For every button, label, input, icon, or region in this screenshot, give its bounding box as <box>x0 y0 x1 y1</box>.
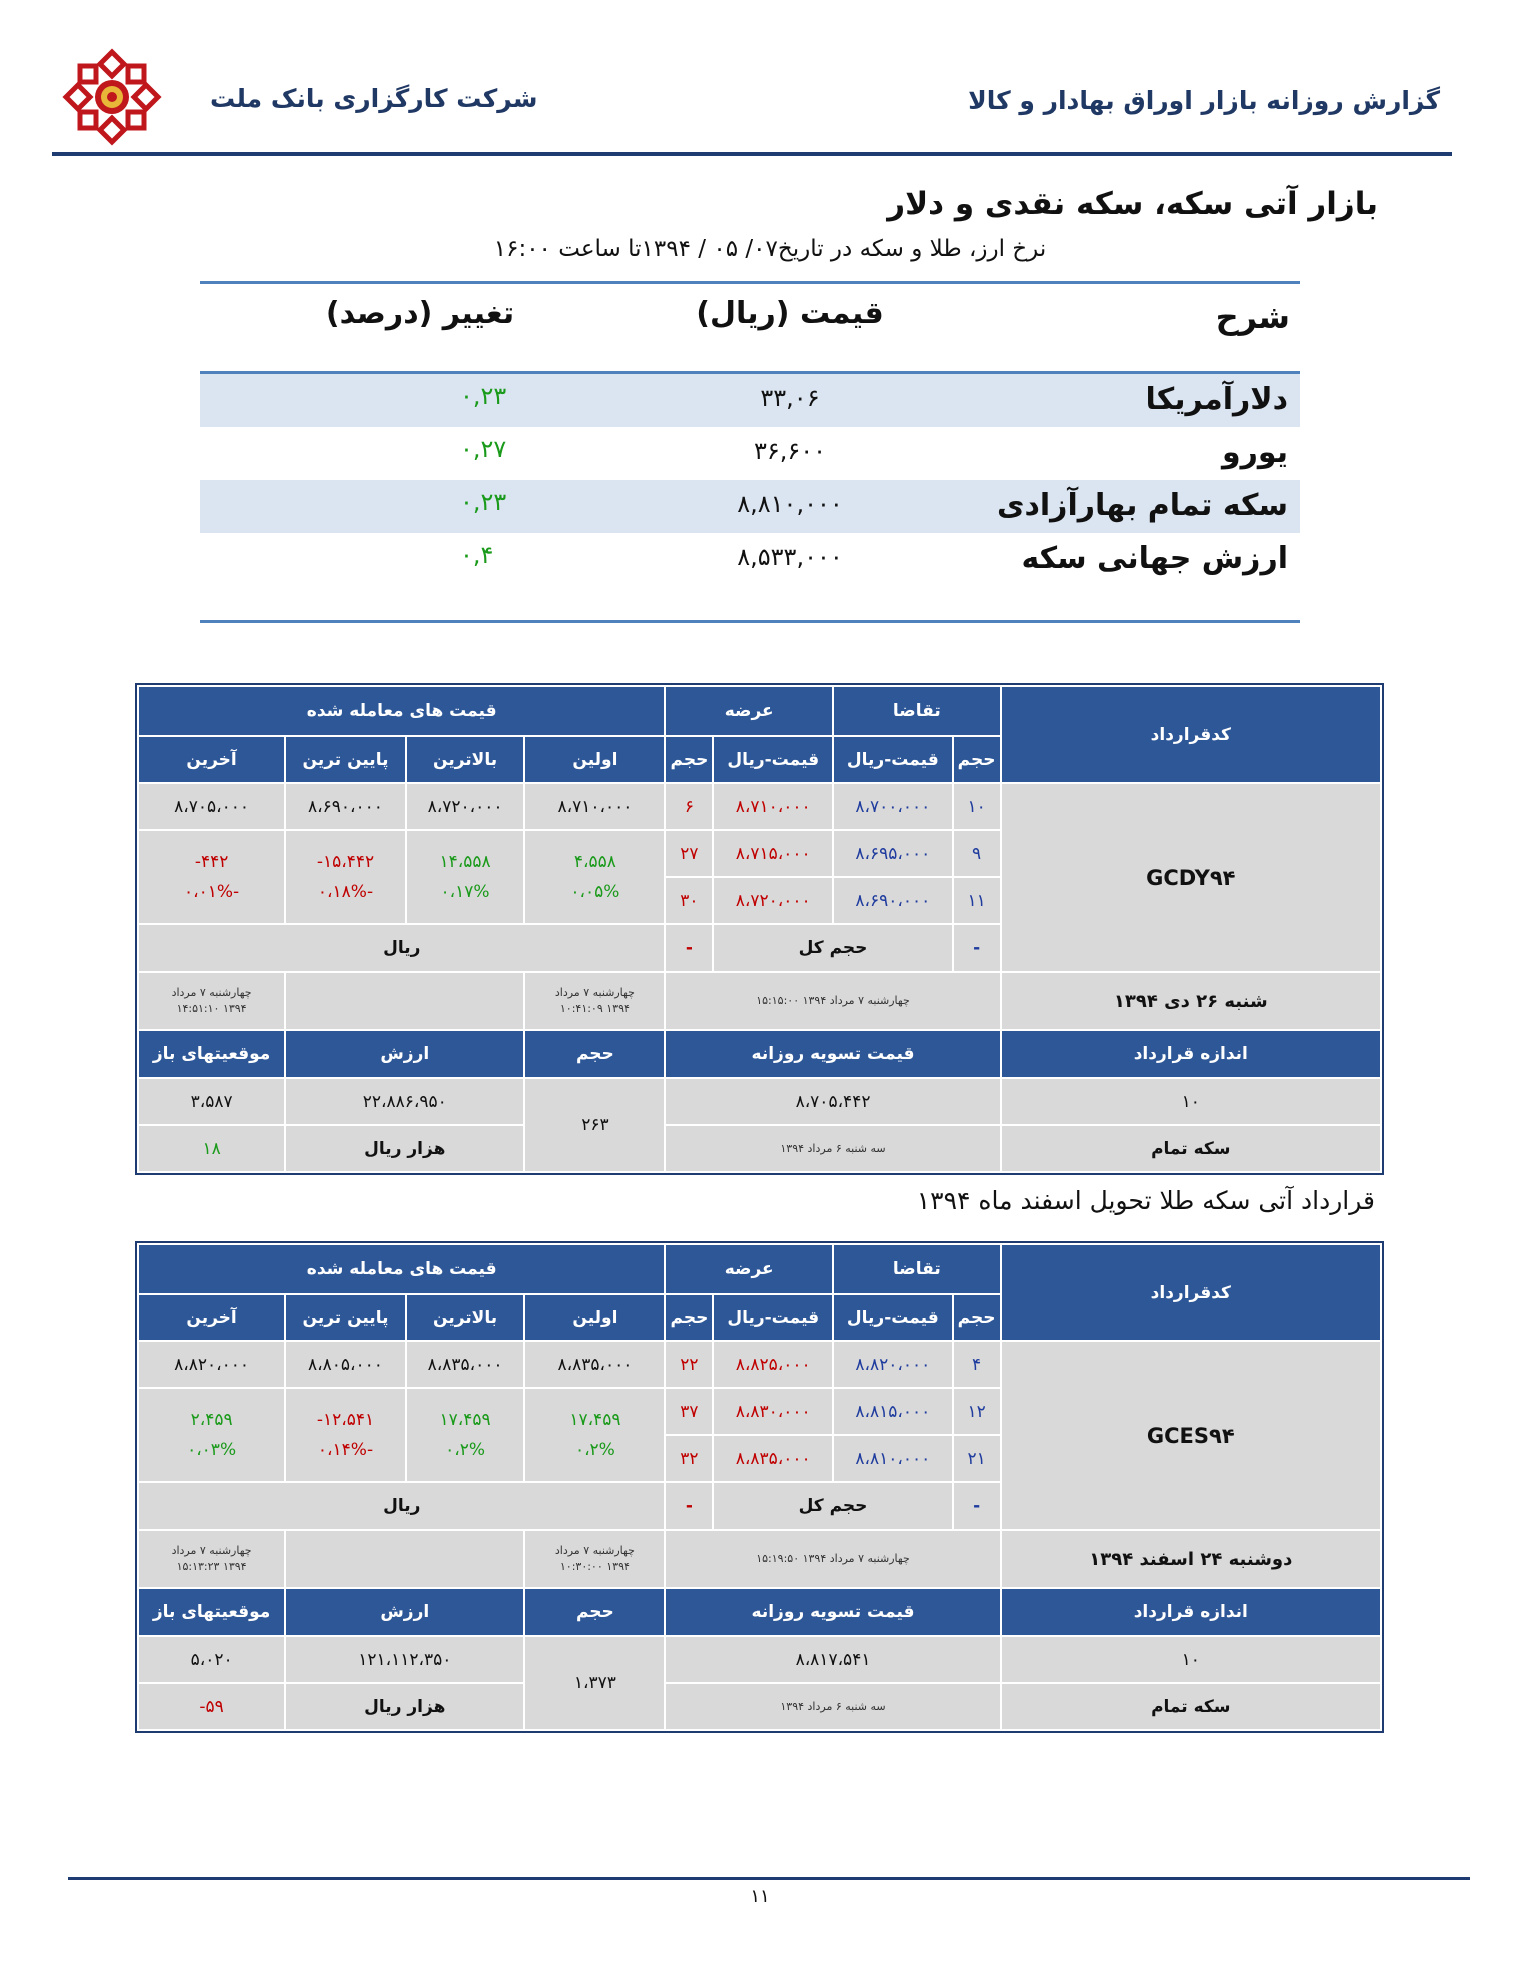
first-trade-day: چهارشنبه ۷ مرداد <box>554 986 635 999</box>
contract-size: ۱۰ <box>1002 1079 1380 1124</box>
bid-header: تقاضا <box>834 1245 1000 1293</box>
open-positions-header: موقعیتهای باز <box>139 1031 284 1077</box>
settlement-price: ۸،۸۱۷،۵۴۱ <box>666 1637 999 1682</box>
last-trade-clock: ۱۴:۵۱:۱۰ ۱۳۹۴ <box>176 1002 247 1015</box>
first-header: اولین <box>525 1295 664 1340</box>
footer-divider <box>68 1877 1470 1880</box>
ask-price-header: قیمت-ریال <box>714 1295 832 1340</box>
ask-volume: ۳۷ <box>666 1389 712 1434</box>
rate-description: ارزش جهانی سکه <box>1021 541 1288 576</box>
lowest-change-cell <box>286 831 405 923</box>
empty-time-cell <box>286 973 523 1029</box>
value-unit: هزار ریال <box>286 1126 523 1171</box>
lowest-change-cell <box>286 1389 405 1481</box>
rates-header-row <box>200 284 1300 371</box>
last-change: -۴۴۲ <box>194 852 229 872</box>
lowest-change: -۱۲،۵۴۱ <box>316 1410 375 1430</box>
bid-price: ۸،۶۹۵،۰۰۰ <box>834 831 952 876</box>
ask-price: ۸،۸۳۵،۰۰۰ <box>714 1436 832 1481</box>
ask-total-dash: - <box>666 1483 712 1529</box>
rates-header-change: تغییر (درصد) <box>325 296 515 331</box>
rial-unit-label: ریال <box>139 1483 664 1529</box>
last-change: ۲،۴۵۹ <box>190 1410 233 1430</box>
rate-price: ۳۳,۰۶ <box>760 384 820 412</box>
value-unit: هزار ریال <box>286 1684 523 1729</box>
bid-volume: ۱۱ <box>954 878 1000 923</box>
settlement-header: قیمت تسویه روزانه <box>666 1589 999 1635</box>
last-trade-day: چهارشنبه ۷ مرداد <box>171 986 252 999</box>
contract-code: GCES۹۴ <box>1002 1342 1380 1529</box>
first-change-cell <box>525 1389 664 1481</box>
rate-change: ۰,۲۷ <box>460 435 507 463</box>
rial-unit-label: ریال <box>139 925 664 971</box>
first-trade-clock: ۱۰:۴۱:۰۹ ۱۳۹۴ <box>559 1002 630 1015</box>
lowest-change-pct: ۰،۱۸%- <box>317 882 374 902</box>
open-positions-change: -۵۹ <box>139 1684 284 1729</box>
contract-size: ۱۰ <box>1002 1637 1380 1682</box>
bid-header: تقاضا <box>834 687 1000 735</box>
ask-price: ۸،۷۲۰،۰۰۰ <box>714 878 832 923</box>
highest-price: ۸،۷۲۰،۰۰۰ <box>407 784 524 829</box>
first-price: ۸،۷۱۰،۰۰۰ <box>525 784 664 829</box>
first-header: اولین <box>525 737 664 782</box>
futures-table-1 <box>135 683 1384 1175</box>
lowest-price: ۸،۸۰۵،۰۰۰ <box>286 1342 405 1387</box>
last-header: آخرین <box>139 737 284 782</box>
first-trade-time-cell <box>525 1531 664 1587</box>
rate-price: ۸,۸۱۰,۰۰۰ <box>737 490 843 518</box>
ask-price: ۸،۸۲۵،۰۰۰ <box>714 1342 832 1387</box>
bid-price-header: قیمت-ریال <box>834 1295 952 1340</box>
highest-price: ۸،۸۳۵،۰۰۰ <box>407 1342 524 1387</box>
bid-volume-header: حجم <box>954 737 1000 782</box>
lowest-change-pct: ۰،۱۴%- <box>317 1440 374 1460</box>
lowest-price: ۸،۶۹۰،۰۰۰ <box>286 784 405 829</box>
bid-volume: ۱۲ <box>954 1389 1000 1434</box>
futures-table-2 <box>135 1241 1384 1733</box>
rates-row <box>200 533 1300 620</box>
first-trade-day: چهارشنبه ۷ مرداد <box>554 1544 635 1557</box>
ask-price: ۸،۷۱۵،۰۰۰ <box>714 831 832 876</box>
rate-change: ۰,۲۳ <box>460 382 507 410</box>
last-price: ۸،۸۲۰،۰۰۰ <box>139 1342 284 1387</box>
ask-volume: ۲۲ <box>666 1342 712 1387</box>
rates-header-price: قیمت (ریال) <box>696 296 884 331</box>
last-trade-day: چهارشنبه ۷ مرداد <box>171 1544 252 1557</box>
first-change-pct: ۰،۰۵% <box>570 882 620 902</box>
contract-code-header: کدقرارداد <box>1002 1245 1380 1340</box>
first-change: ۴،۵۵۸ <box>573 852 616 872</box>
report-title: گزارش روزانه بازار اوراق بهادار و کالا <box>968 86 1440 115</box>
bid-volume: ۴ <box>954 1342 1000 1387</box>
lowest-change: -۱۵،۴۴۲ <box>316 852 375 872</box>
highest-change-cell <box>407 831 524 923</box>
bid-price: ۸،۷۰۰،۰۰۰ <box>834 784 952 829</box>
highest-change: ۱۴،۵۵۸ <box>439 852 491 872</box>
ask-header: عرضه <box>666 687 832 735</box>
lowest-header: پایین ترین <box>286 1295 405 1340</box>
rate-description: دلارآمریکا <box>1145 382 1288 417</box>
contract-code: GCDY۹۴ <box>1002 784 1380 971</box>
contract-size-header: اندازه قرارداد <box>1002 1589 1380 1635</box>
highest-header: بالاترین <box>407 1295 524 1340</box>
bid-ask-time: چهارشنبه ۷ مرداد ۱۳۹۴ ۱۵:۱۹:۵۰ <box>666 1531 999 1587</box>
rate-price: ۳۶,۶۰۰ <box>753 437 827 465</box>
value-header: ارزش <box>286 1589 523 1635</box>
ask-header: عرضه <box>666 1245 832 1293</box>
contract-caption: قرارداد آتی سکه طلا تحویل اسفند ماه ۱۳۹۴ <box>916 1186 1375 1215</box>
highest-change-pct: ۰،۲% <box>445 1440 486 1460</box>
first-trade-clock: ۱۰:۳۰:۰۰ ۱۳۹۴ <box>559 1560 630 1573</box>
contract-unit: سکه تمام <box>1002 1684 1380 1729</box>
section-subtitle: نرخ ارز، طلا و سکه در تاریخ۰۷/ ۰۵ / ۱۳۹۴تا ساعت ۱۶:۰۰ <box>493 236 1047 262</box>
rate-price: ۸,۵۳۳,۰۰۰ <box>737 543 843 571</box>
settlement-price: ۸،۷۰۵،۴۴۲ <box>666 1079 999 1124</box>
bid-volume-header: حجم <box>954 1295 1000 1340</box>
contract-size-header: اندازه قرارداد <box>1002 1031 1380 1077</box>
bid-volume: ۱۰ <box>954 784 1000 829</box>
last-change-cell <box>139 831 284 923</box>
empty-time-cell <box>286 1531 523 1587</box>
open-positions: ۳،۵۸۷ <box>139 1079 284 1124</box>
first-change-cell <box>525 831 664 923</box>
last-change-cell <box>139 1389 284 1481</box>
open-positions-change: ۱۸ <box>139 1126 284 1171</box>
last-change-pct: ۰،۰۳% <box>187 1440 237 1460</box>
traded-prices-header: قیمت های معامله شده <box>139 687 664 735</box>
first-trade-time-cell <box>525 973 664 1029</box>
last-change-pct: ۰،۰۱%- <box>184 882 240 902</box>
last-trade-clock: ۱۵:۱۳:۲۳ ۱۳۹۴ <box>176 1560 247 1573</box>
last-header: آخرین <box>139 1295 284 1340</box>
first-price: ۸،۸۳۵،۰۰۰ <box>525 1342 664 1387</box>
lowest-header: پایین ترین <box>286 737 405 782</box>
ask-price: ۸،۷۱۰،۰۰۰ <box>714 784 832 829</box>
trade-volume: ۲۶۳ <box>525 1079 664 1171</box>
open-positions: ۵،۰۲۰ <box>139 1637 284 1682</box>
open-positions-header: موقعیتهای باز <box>139 1589 284 1635</box>
total-volume-label: حجم کل <box>714 1483 951 1529</box>
bid-price: ۸،۸۱۵،۰۰۰ <box>834 1389 952 1434</box>
ask-volume: ۳۰ <box>666 878 712 923</box>
ask-volume-header: حجم <box>666 737 712 782</box>
trade-volume-header: حجم <box>525 1589 664 1635</box>
trade-value: ۱۲۱،۱۱۲،۳۵۰ <box>286 1637 523 1682</box>
rates-bottom-rule <box>200 620 1300 623</box>
bid-price: ۸،۸۲۰،۰۰۰ <box>834 1342 952 1387</box>
bid-price-header: قیمت-ریال <box>834 737 952 782</box>
rate-change: ۰,۲۳ <box>460 488 507 516</box>
last-trade-time-cell <box>139 1531 284 1587</box>
ask-price-header: قیمت-ریال <box>714 737 832 782</box>
bid-price: ۸،۸۱۰،۰۰۰ <box>834 1436 952 1481</box>
rates-row <box>200 480 1300 533</box>
first-change-pct: ۰،۲% <box>574 1440 615 1460</box>
highest-header: بالاترین <box>407 737 524 782</box>
trade-value: ۲۲،۸۸۶،۹۵۰ <box>286 1079 523 1124</box>
contract-unit: سکه تمام <box>1002 1126 1380 1171</box>
bid-volume: ۲۱ <box>954 1436 1000 1481</box>
contract-code-header: کدقرارداد <box>1002 687 1380 782</box>
settlement-header: قیمت تسویه روزانه <box>666 1031 999 1077</box>
last-trade-time-cell <box>139 973 284 1029</box>
trade-volume: ۱،۳۷۳ <box>525 1637 664 1729</box>
ask-price: ۸،۸۳۰،۰۰۰ <box>714 1389 832 1434</box>
rate-change: ۰,۴ <box>460 541 494 569</box>
section-title: بازار آتی سکه، سکه نقدی و دلار <box>887 186 1378 222</box>
header-divider <box>52 152 1452 156</box>
highest-change: ۱۷،۴۵۹ <box>439 1410 491 1430</box>
highest-change-cell <box>407 1389 524 1481</box>
rate-description: یورو <box>1222 435 1288 470</box>
trade-volume-header: حجم <box>525 1031 664 1077</box>
bid-price: ۸،۶۹۰،۰۰۰ <box>834 878 952 923</box>
ask-volume: ۳۲ <box>666 1436 712 1481</box>
traded-prices-header: قیمت های معامله شده <box>139 1245 664 1293</box>
contract-expiry: دوشنبه ۲۴ اسفند ۱۳۹۴ <box>1002 1531 1380 1587</box>
ask-volume-header: حجم <box>666 1295 712 1340</box>
bid-total-dash: - <box>954 1483 1000 1529</box>
rates-row <box>200 427 1300 480</box>
bid-total-dash: - <box>954 925 1000 971</box>
settlement-date: سه شنبه ۶ مرداد ۱۳۹۴ <box>666 1684 999 1729</box>
contract-expiry: شنبه ۲۶ دی ۱۳۹۴ <box>1002 973 1380 1029</box>
ask-total-dash: - <box>666 925 712 971</box>
value-header: ارزش <box>286 1031 523 1077</box>
last-price: ۸،۷۰۵،۰۰۰ <box>139 784 284 829</box>
bid-ask-time: چهارشنبه ۷ مرداد ۱۳۹۴ ۱۵:۱۵:۰۰ <box>666 973 999 1029</box>
rates-row <box>200 374 1300 427</box>
ask-volume: ۶ <box>666 784 712 829</box>
rates-table <box>200 281 1300 623</box>
rates-header-description: شرح <box>1215 298 1290 336</box>
total-volume-label: حجم کل <box>714 925 951 971</box>
page-number: ۱۱ <box>750 1886 770 1907</box>
first-change: ۱۷،۴۵۹ <box>569 1410 621 1430</box>
settlement-date: سه شنبه ۶ مرداد ۱۳۹۴ <box>666 1126 999 1171</box>
company-name: شرکت کارگزاری بانک ملت <box>210 84 538 113</box>
bid-volume: ۹ <box>954 831 1000 876</box>
company-logo-icon <box>62 48 162 146</box>
rate-description: سکه تمام بهارآزادی <box>997 488 1288 523</box>
ask-volume: ۲۷ <box>666 831 712 876</box>
highest-change-pct: ۰،۱۷% <box>440 882 490 902</box>
